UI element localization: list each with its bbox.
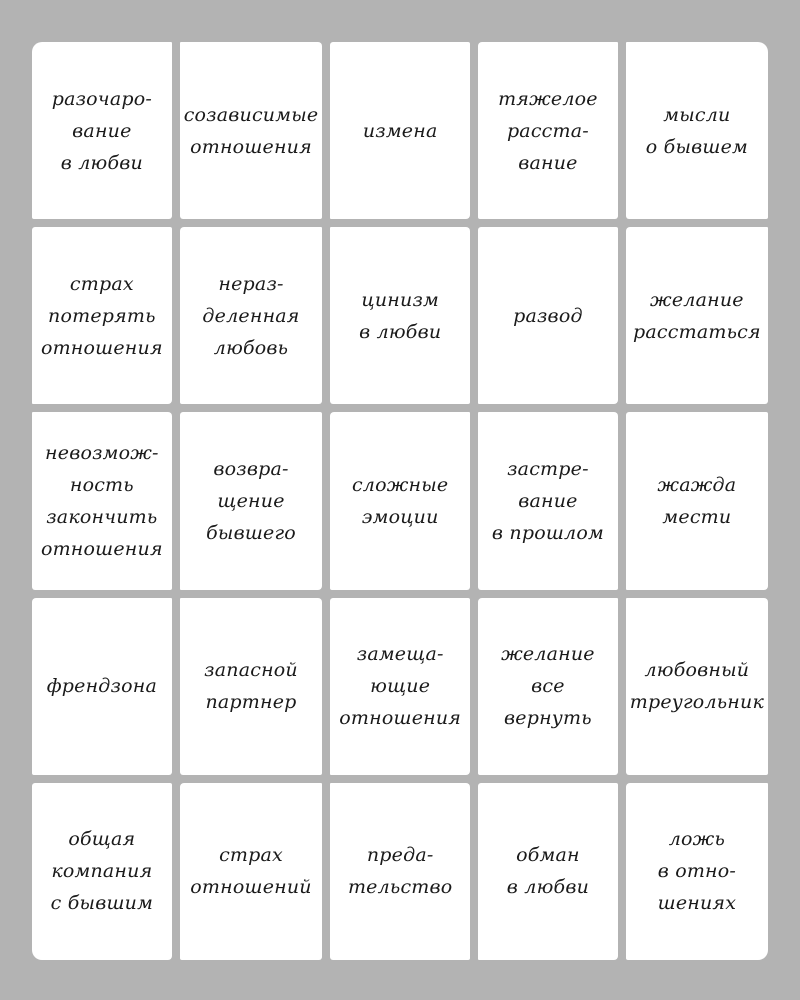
card-label: желание все вернуть [501, 643, 595, 730]
card-label: невозмож- ность закончить отношения [40, 441, 163, 560]
card-label: созависимые отношения [183, 103, 319, 158]
card [32, 598, 172, 775]
card-label: ложь в отно- шениях [657, 828, 737, 915]
card-label: мысли о бывшем [645, 103, 748, 158]
card-label: замеща- ющие отношения [339, 643, 462, 730]
card [626, 598, 768, 775]
card-label: нераз- деленная любовь [202, 272, 300, 359]
card [180, 227, 323, 404]
card-label: страх отношений [190, 844, 312, 899]
card [330, 412, 470, 589]
card [330, 598, 470, 775]
card [478, 42, 618, 219]
card [32, 412, 172, 589]
card [478, 412, 618, 589]
card [32, 783, 172, 960]
card-label: обман в любви [506, 844, 590, 899]
card [180, 783, 323, 960]
card-label: тяжелое расста- вание [498, 87, 598, 174]
card [180, 598, 323, 775]
card-label: страх потерять отношения [40, 272, 163, 359]
card [626, 783, 768, 960]
card-label: запасной партнер [204, 659, 298, 714]
card [330, 42, 470, 219]
card-label: застре- вание в прошлом [491, 457, 604, 544]
card [478, 227, 618, 404]
card-label: сложные эмоции [351, 473, 449, 528]
card-label: общая компания с бывшим [50, 828, 154, 915]
card [180, 42, 323, 219]
card [626, 227, 768, 404]
card-label: любовный треугольник [629, 659, 764, 714]
card [478, 598, 618, 775]
card [32, 42, 172, 219]
card-label: цинизм в любви [359, 288, 442, 343]
card-label: возвра- щение бывшего [206, 457, 296, 544]
card-label: френдзона [46, 675, 157, 698]
card-label: измена [362, 119, 438, 142]
card-label: разочаро- вание в любви [51, 87, 152, 174]
card [626, 412, 768, 589]
card [626, 42, 768, 219]
card [330, 227, 470, 404]
card-grid [32, 42, 768, 960]
card [180, 412, 323, 589]
card [478, 783, 618, 960]
card-label: желание расстаться [633, 288, 761, 343]
card-label: преда- тельство [347, 844, 453, 899]
card [330, 783, 470, 960]
card-label: жажда мести [657, 473, 737, 528]
card-label: развод [513, 304, 583, 327]
card [32, 227, 172, 404]
